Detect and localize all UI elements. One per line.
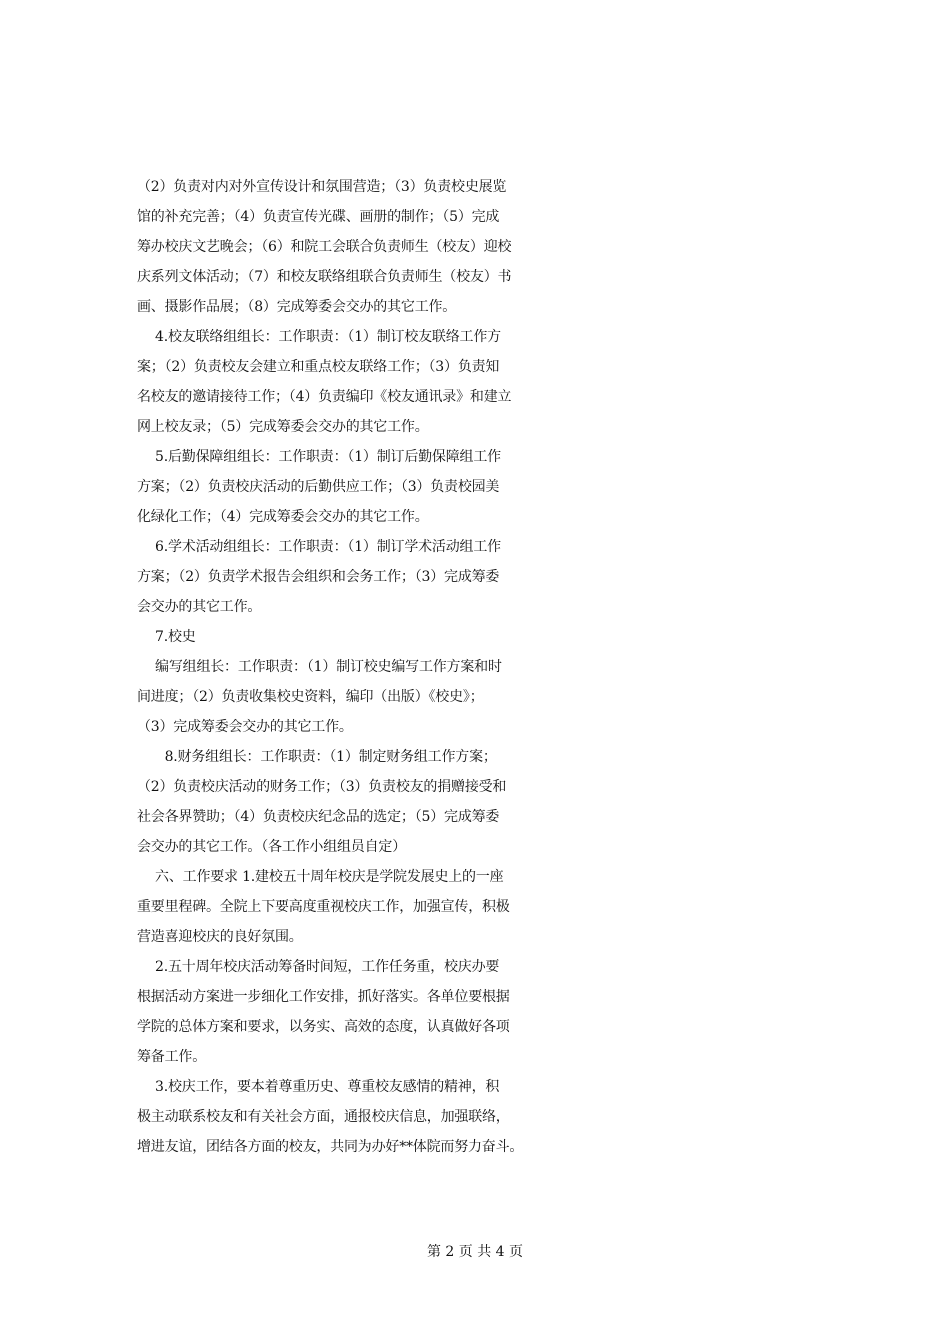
text-line: 名校友的邀请接待工作；（4）负责编印《校友通讯录》和建立 [137,389,512,405]
text-line: 会交办的其它工作。 [137,599,262,615]
text-line: 5.后勤保障组组长：工作职责：（1）制订后勤保障组工作 [137,449,501,465]
text-line: 3.校庆工作，要本着尊重历史、尊重校友感情的精神，积 [137,1079,500,1095]
text-line: 营造喜迎校庆的良好氛围。 [137,929,303,945]
text-line: （2）负责对内对外宣传设计和氛围营造；（3）负责校史展览 [137,179,507,195]
text-line: 庆系列文体活动；（7）和校友联络组联合负责师生（校友）书 [137,269,512,285]
text-line: （3）完成筹委会交办的其它工作。 [137,719,353,735]
text-line: 馆的补充完善；（4）负责宣传光碟、画册的制作；（5）完成 [137,209,500,225]
text-line: 社会各界赞助；（4）负责校庆纪念品的选定；（5）完成筹委 [137,809,500,825]
text-line: 间进度；（2）负责收集校史资料，编印（出版）《校史》； [137,689,484,705]
text-line: 画、摄影作品展；（8）完成筹委会交办的其它工作。 [137,299,457,315]
text-line: 6.学术活动组组长：工作职责：（1）制订学术活动组工作 [137,539,501,555]
text-line: 六、工作要求 1.建校五十周年校庆是学院发展史上的一座 [137,869,504,885]
text-line: 案；（2）负责校友会建立和重点校友联络工作；（3）负责知 [137,359,500,375]
text-line: 7.校史 [137,629,196,645]
document-body [137,172,837,1162]
text-line: 方案；（2）负责学术报告会组织和会务工作；（3）完成筹委 [137,569,500,585]
text-line: 学院的总体方案和要求，以务实、高效的态度，认真做好各项 [137,1019,510,1035]
text-line: 根据活动方案进一步细化工作安排，抓好落实。各单位要根据 [137,989,510,1005]
text-line: 筹备工作。 [137,1049,206,1065]
text-line: 筹办校庆文艺晚会；（6）和院工会联合负责师生（校友）迎校 [137,239,512,255]
page-footer: 第 2 页 共 4 页 [426,1244,524,1260]
text-line: 2.五十周年校庆活动筹备时间短，工作任务重，校庆办要 [137,959,500,975]
text-line: 网上校友录；（5）完成筹委会交办的其它工作。 [137,419,429,435]
text-line: 化绿化工作；（4）完成筹委会交办的其它工作。 [137,509,429,525]
text-line: 4.校友联络组组长：工作职责：（1）制订校友联络工作方 [137,329,501,345]
text-line: 方案；（2）负责校庆活动的后勤供应工作；（3）负责校园美 [137,479,500,495]
text-line: 增进友谊，团结各方面的校友，共同为办好**体院而努力奋斗。 [137,1139,524,1155]
text-line: 8.财务组组长：工作职责：（1）制定财务组工作方案； [137,749,497,765]
text-line: 极主动联系校友和有关社会方面，通报校庆信息，加强联络， [137,1109,510,1125]
text-line: 编写组组长：工作职责：（1）制订校史编写工作方案和时 [137,659,502,675]
text-line: （2）负责校庆活动的财务工作；（3）负责校友的捐赠接受和 [137,779,507,795]
text-line: 重要里程碑。全院上下要高度重视校庆工作，加强宣传，积极 [137,899,510,915]
text-line: 会交办的其它工作。（各工作小组组员自定） [137,839,406,855]
